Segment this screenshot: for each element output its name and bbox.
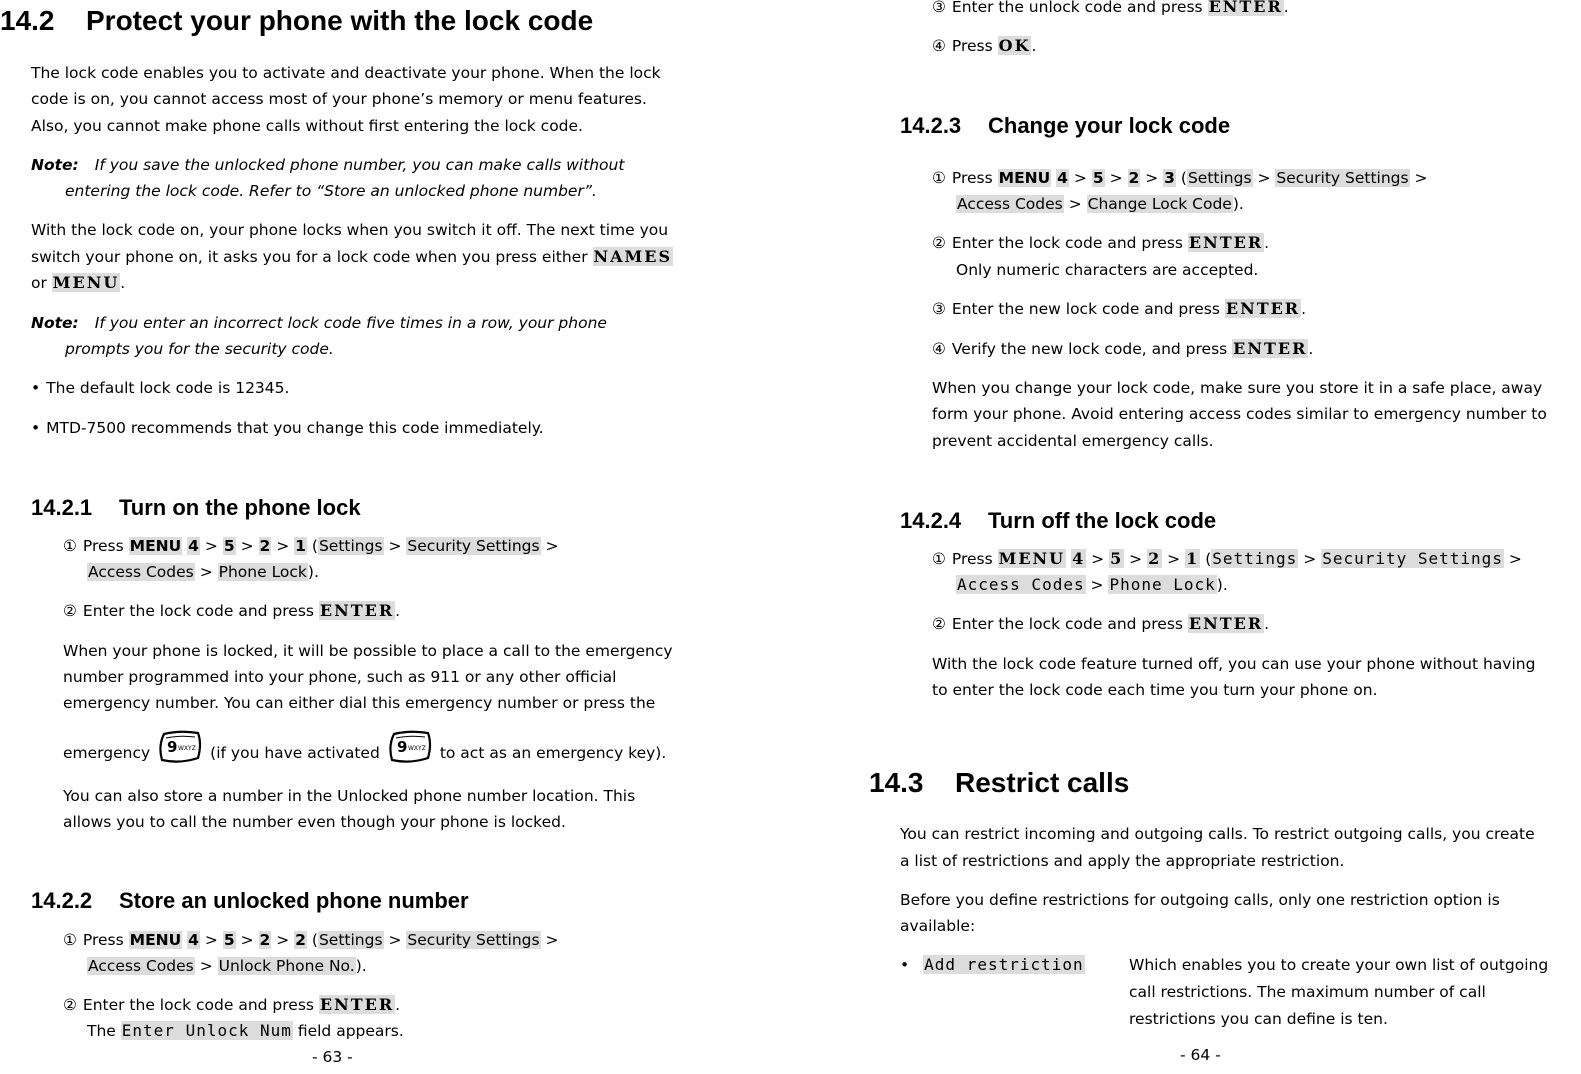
separator: > — [204, 931, 218, 949]
bullet-icon: • — [900, 956, 910, 974]
lock-on-line-2 — [31, 244, 673, 270]
section-number: 14.3 — [869, 767, 924, 798]
separator: > — [1508, 550, 1522, 568]
lock-on-line-3 — [31, 270, 125, 296]
period: . — [1264, 615, 1270, 633]
menu-name: Settings — [1187, 169, 1252, 187]
key-enter: ENTER — [319, 995, 395, 1014]
separator: > — [199, 957, 213, 975]
step-1 — [932, 165, 1428, 191]
note-1-line-2 — [65, 178, 597, 204]
key-label: 9 — [396, 738, 408, 756]
note-text: entering the lock code. Refer to “Store an unlocked phone number”. — [65, 182, 597, 200]
key-ok: OK — [998, 36, 1031, 55]
step-number: ② — [63, 996, 77, 1014]
key-enter: ENTER — [1208, 0, 1284, 16]
paren: ). — [1232, 195, 1244, 213]
key: MENU — [129, 931, 182, 949]
menu-name: Settings — [318, 931, 383, 949]
period: . — [395, 996, 401, 1014]
menu-name: Access Codes — [88, 957, 194, 975]
menu-name: Settings — [1212, 549, 1298, 568]
section-14-3-heading — [869, 766, 1129, 800]
text: (if you have activated — [210, 744, 380, 762]
option-desc-line-2: call restrictions. The maximum number of call — [1129, 983, 1486, 1001]
step-1-cont — [956, 191, 1244, 217]
text: Press — [82, 537, 124, 555]
separator: > — [1414, 169, 1428, 187]
key: 5 — [223, 537, 235, 555]
restrict-line-2: a list of restrictions and apply the appropriate restriction. — [900, 852, 1345, 870]
note-2 — [31, 310, 607, 336]
menu-name: Unlock Phone No. — [218, 957, 355, 975]
separator: > — [240, 931, 254, 949]
text: switch your phone on, it asks you for a lock code when you press either — [31, 248, 588, 266]
key-enter: ENTER — [1188, 233, 1264, 252]
separator: > — [545, 537, 559, 555]
menu-name: Access Codes — [957, 195, 1063, 213]
page-number: - 63 - — [312, 1048, 353, 1066]
step-number: ① — [932, 550, 946, 568]
key: 4 — [1057, 169, 1068, 187]
period: . — [1031, 37, 1037, 55]
step-4 — [932, 336, 1313, 362]
separator: > — [199, 563, 213, 581]
unlocked-line-2: allows you to call the number even though your phone is locked. — [63, 813, 566, 831]
change-note-line-3: prevent accidental emergency calls. — [932, 432, 1214, 450]
text: Enter the lock code and press — [82, 996, 314, 1014]
text: Verify the new lock code, and press — [951, 340, 1228, 358]
note-text: prompts you for the security code. — [65, 340, 334, 358]
step-2 — [932, 230, 1269, 256]
key: 1 — [1186, 549, 1200, 568]
text: MTD-7500 recommends that you change this code immediately. — [46, 419, 544, 437]
note-label: Note: — [31, 314, 79, 332]
text: The default lock code is 12345. — [46, 379, 290, 397]
key-9-icon — [158, 730, 202, 764]
step-number: ② — [63, 602, 77, 620]
lock-on-line-1: With the lock code on, your phone locks when you switch it off. The next time you — [31, 221, 669, 239]
separator: > — [1091, 550, 1105, 568]
option-name: Add restriction — [924, 955, 1084, 974]
step-number: ① — [63, 537, 77, 555]
key: MENU — [998, 169, 1051, 187]
separator: > — [1109, 169, 1123, 187]
step-number: ④ — [932, 37, 946, 55]
section-14-2-heading — [0, 4, 593, 38]
separator: > — [1129, 550, 1143, 568]
emergency-line-4 — [63, 730, 666, 775]
key: 5 — [1110, 549, 1124, 568]
restrict-line-1: You can restrict incoming and outgoing calls. To restrict outgoing calls, you create — [900, 825, 1535, 843]
change-note-line-1: When you change your lock code, make sure you store it in a safe place, away — [932, 379, 1543, 397]
menu-name: Security Settings — [407, 931, 540, 949]
lock-off-line-2: to enter the lock code each time you turn your phone on. — [932, 681, 1378, 699]
lock-off-line-1: With the lock code feature turned off, you can use your phone without having — [932, 655, 1536, 673]
note-1 — [31, 152, 624, 178]
section-title: Turn off the lock code — [988, 508, 1217, 533]
step-3 — [932, 0, 1289, 20]
text: The — [87, 1022, 116, 1040]
key: 2 — [259, 537, 271, 555]
step-3 — [932, 296, 1306, 322]
section-14-2-4-heading — [900, 507, 1216, 535]
paren: ( — [311, 931, 318, 949]
paren: ). — [307, 563, 319, 581]
bullet-icon: • — [31, 379, 41, 397]
restrict-line-3: Before you define restrictions for outgoing calls, only one restriction option is — [900, 891, 1500, 909]
step-2-sub: Only numeric characters are accepted. — [956, 261, 1259, 279]
period: . — [395, 602, 401, 620]
separator: > — [545, 931, 559, 949]
bullet-item — [31, 415, 544, 441]
menu-name: Settings — [318, 537, 383, 555]
key: 2 — [1148, 549, 1162, 568]
section-title: Turn on the phone lock — [119, 495, 361, 520]
step-number: ① — [63, 931, 77, 949]
emergency-line-1: When your phone is locked, it will be possible to place a call to the emergency — [63, 642, 673, 660]
separator: > — [388, 537, 402, 555]
separator: > — [240, 537, 254, 555]
page-64 — [790, 0, 1581, 1074]
step-2-sub — [87, 1018, 404, 1044]
key: 5 — [223, 931, 235, 949]
separator: > — [276, 931, 290, 949]
text: Enter the lock code and press — [951, 234, 1183, 252]
step-number: ③ — [932, 300, 946, 318]
separator: > — [204, 537, 218, 555]
separator: > — [1303, 550, 1317, 568]
change-note-line-2: form your phone. Avoid entering access codes similar to emergency number to — [932, 405, 1547, 423]
paren: ( — [1205, 550, 1212, 568]
section-number: 14.2.3 — [900, 113, 962, 138]
intro-line-2: code is on, you cannot access most of your phone’s memory or menu features. — [31, 90, 647, 108]
separator: > — [1257, 169, 1271, 187]
key-9-icon — [388, 730, 432, 764]
text: Enter the unlock code and press — [951, 0, 1203, 16]
note-label: Note: — [31, 156, 79, 174]
key: MENU — [129, 537, 182, 555]
separator: > — [1073, 169, 1087, 187]
separator: > — [1068, 195, 1082, 213]
paren: ( — [311, 537, 318, 555]
option-desc-line-3: restrictions you can define is ten. — [1129, 1010, 1388, 1028]
step-1 — [932, 546, 1522, 572]
menu-name: Security Settings — [407, 537, 540, 555]
text: emergency — [63, 744, 151, 762]
text: Enter the new lock code and press — [951, 300, 1220, 318]
emergency-line-3: emergency number. You can either dial this emergency number or press the — [63, 694, 656, 712]
key-letters: WXYZ — [178, 745, 196, 752]
separator: > — [1167, 550, 1181, 568]
emergency-line-2: number programmed into your phone, such as 911 or any other official — [63, 668, 617, 686]
key: 3 — [1164, 169, 1175, 187]
text: Enter the lock code and press — [82, 602, 314, 620]
section-number: 14.2.1 — [31, 495, 93, 520]
separator: > — [276, 537, 290, 555]
step-number: ② — [932, 615, 946, 633]
period: . — [1264, 234, 1270, 252]
step-number: ① — [932, 169, 946, 187]
paren: ). — [1216, 576, 1228, 594]
section-title: Change your lock code — [988, 113, 1231, 138]
key: 2 — [295, 931, 306, 949]
step-1-cont — [87, 953, 367, 979]
section-title: Store an unlocked phone number — [119, 888, 469, 913]
key: 4 — [188, 931, 199, 949]
text: Enter the lock code and press — [951, 615, 1183, 633]
bullet-item — [31, 375, 289, 401]
section-14-2-3-heading — [900, 112, 1230, 140]
section-number: 14.2 — [0, 5, 55, 36]
separator: > — [388, 931, 402, 949]
period: . — [1283, 0, 1289, 16]
section-title: Protect your phone with the lock code — [86, 5, 594, 36]
text: Press — [951, 550, 993, 568]
section-14-2-2-heading — [31, 887, 469, 915]
key-label: 9 — [167, 738, 178, 756]
menu-name: Access Codes — [88, 563, 194, 581]
menu-name: Phone Lock — [218, 563, 307, 581]
key: 4 — [188, 537, 199, 555]
separator: > — [1145, 169, 1159, 187]
step-2 — [932, 611, 1269, 637]
key-enter: ENTER — [1188, 614, 1264, 633]
intro-line-1: The lock code enables you to activate and deactivate your phone. When the lock — [31, 64, 661, 82]
step-2 — [63, 992, 400, 1018]
note-2-line-2 — [65, 336, 334, 362]
key-menu: MENU — [52, 273, 120, 292]
step-1 — [63, 533, 559, 559]
key: 2 — [1128, 169, 1140, 187]
key: 4 — [1072, 549, 1086, 568]
separator: > — [1090, 576, 1104, 594]
text: Press — [82, 931, 124, 949]
period: . — [120, 274, 126, 292]
key-letters: WXYZ — [407, 745, 426, 752]
key: MENU — [998, 549, 1066, 568]
key: 2 — [259, 931, 271, 949]
menu-name: Security Settings — [1276, 169, 1409, 187]
restrict-line-4: available: — [900, 917, 976, 935]
paren: ( — [1180, 169, 1187, 187]
menu-name: Change Lock Code — [1087, 195, 1232, 213]
step-number: ④ — [932, 340, 946, 358]
key-enter: ENTER — [319, 601, 395, 620]
menu-name: Security Settings — [1322, 549, 1503, 568]
menu-name: Access Codes — [957, 575, 1085, 594]
note-text: If you enter an incorrect lock code five times in a row, your phone — [94, 314, 607, 332]
page-63 — [0, 0, 790, 1074]
section-number: 14.2.2 — [31, 888, 93, 913]
step-1-cont — [956, 572, 1228, 598]
period: . — [1301, 300, 1307, 318]
section-title: Restrict calls — [955, 767, 1130, 798]
step-2 — [63, 598, 400, 624]
bullet-icon: • — [31, 419, 41, 437]
paren: ). — [355, 957, 367, 975]
period: . — [1308, 340, 1314, 358]
step-4 — [932, 33, 1036, 59]
note-text: If you save the unlocked phone number, you can make calls without — [94, 156, 625, 174]
section-14-2-1-heading — [31, 494, 361, 522]
step-number: ③ — [932, 0, 946, 16]
section-number: 14.2.4 — [900, 508, 962, 533]
text: Press — [951, 37, 993, 55]
step-1-cont — [87, 559, 319, 585]
unlocked-line-1: You can also store a number in the Unlocked phone number location. This — [63, 787, 636, 805]
page-number: - 64 - — [1180, 1046, 1221, 1064]
step-1 — [63, 927, 559, 953]
option-desc-line-1: Which enables you to create your own list of outgoing — [1129, 956, 1549, 974]
option-item — [900, 952, 1085, 978]
key-enter: ENTER — [1225, 299, 1301, 318]
field-name: Enter Unlock Num — [121, 1021, 292, 1040]
key-enter: ENTER — [1233, 339, 1308, 358]
text: Press — [951, 169, 993, 187]
step-number: ② — [932, 234, 946, 252]
text: to act as an emergency key). — [439, 744, 667, 762]
text: or — [31, 274, 47, 292]
text: field appears. — [297, 1022, 404, 1040]
key: 1 — [295, 537, 306, 555]
intro-line-3: Also, you cannot make phone calls without first entering the lock code. — [31, 117, 583, 135]
key-names: NAMES — [593, 247, 673, 266]
key: 5 — [1092, 169, 1104, 187]
menu-name: Phone Lock — [1109, 575, 1216, 594]
